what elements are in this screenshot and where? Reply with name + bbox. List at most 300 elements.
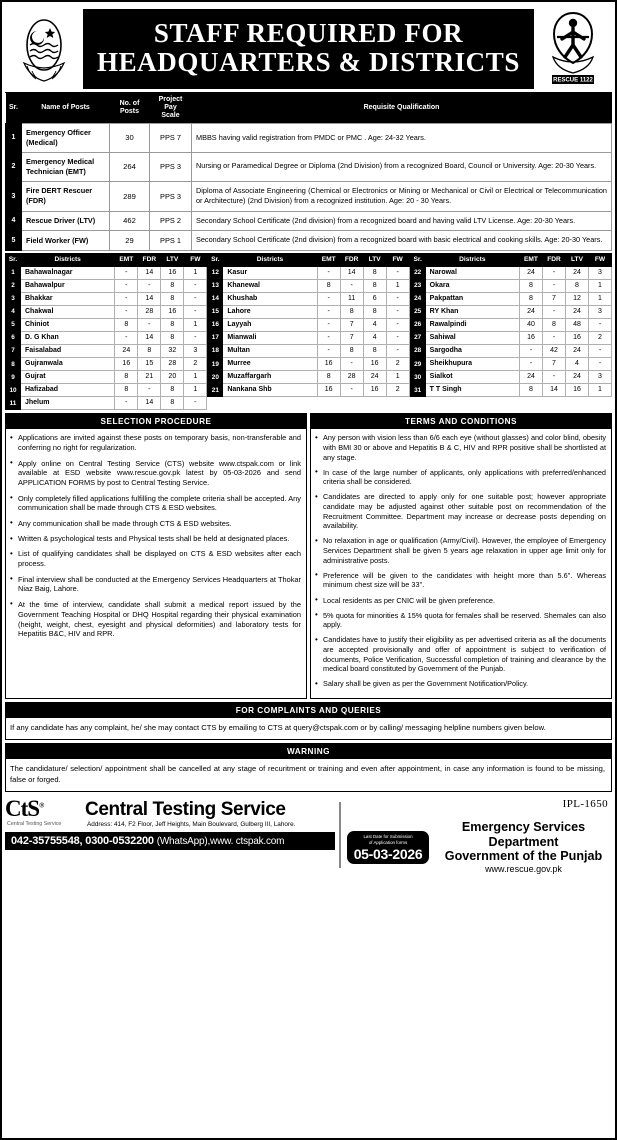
district-ltv: 16 [565,332,588,345]
col-emt: EMT [519,253,542,266]
post-qualification: Diploma of Associate Engineering (Chemical or Electronics or Mining or Mechanical or Civil or Electrical or Telecommunication or Architecture) (2nd Division) from a recognized institution. Age: 20 - 30 Years. [192,181,612,211]
district-emt: 24 [115,345,138,358]
district-fw: - [386,319,409,332]
district-emt: 8 [519,384,542,397]
district-fw: 3 [184,345,207,358]
district-name: Sialkot [425,371,519,384]
district-sr: 9 [6,371,21,384]
district-fw: - [386,266,409,279]
district-fdr: - [340,279,363,292]
list-item: • Preference will be given to the candidates with height more than 5.6''. Whereas minimum chest size will be 33''. [314,571,606,590]
table-row [6,384,207,397]
spacer-cell [317,397,340,410]
post-qualification: Nursing or Paramedical Degree or Diploma (2nd Division) from a recognized Board, Council or University. Age: 20-30 Years. [192,152,612,181]
district-name: Sheikhupura [425,358,519,371]
district-ltv: 48 [565,319,588,332]
district-fw: 1 [588,292,611,305]
district-name: Khanewal [223,279,317,292]
district-sr: 16 [208,319,223,332]
district-emt: - [317,292,340,305]
post-sr: 5 [6,231,22,251]
list-item: • List of qualifying candidates shall be displayed on CTS & ESD websites after each process. [9,549,301,569]
spacer-cell [208,397,223,410]
table-row [208,384,409,397]
posts-table-header-row [6,93,612,124]
post-sr: 4 [6,211,22,231]
col-qualification: Requisite Qualification [192,93,612,124]
district-fdr: 21 [138,371,161,384]
terms-and-conditions-title: TERMS AND CONDITIONS [311,414,611,429]
table-row [6,211,612,231]
list-item: • Local residents as per CNIC will be given preference. [314,596,606,606]
post-name: Emergency Officer (Medical) [22,124,110,153]
list-item: • Written & psychological tests and Physical tests shall be held at designated places. [9,534,301,544]
district-fw: 3 [588,266,611,279]
list-item: • Any person with vision less than 6/6 each eye (without glasses) and color blind, obesity with BMI 30 or above and Hepatitis B & C, HIV and RPR positive shall be shortlisted at any stage. [314,433,606,462]
post-count: 462 [110,211,150,231]
table-row [410,319,611,332]
districts-block-2 [207,253,409,411]
district-ltv: 24 [565,266,588,279]
table-row [6,319,207,332]
last-date-value: 05-03-2026 [353,846,423,863]
district-sr: 19 [208,358,223,371]
district-name: Sahiwal [425,332,519,345]
district-name: Mianwali [223,332,317,345]
district-emt: - [317,305,340,318]
district-fdr: - [138,384,161,397]
district-ltv: 8 [363,279,386,292]
district-sr: 29 [410,358,425,371]
spacer-cell [363,397,386,410]
district-fdr: - [542,305,565,318]
post-pay-scale: PPS 3 [150,181,192,211]
district-ltv: 8 [363,345,386,358]
warning-body: The candidature/ selection/ appointment shall be cancelled at any stage of recuritment or training and even after appointment, in case any information is found to be missing, false or forged. [10,764,605,784]
table-row [6,332,207,345]
spacer-cell [340,397,363,410]
list-item: • At the time of interview, candidate shall submit a medical report issued by the Government Teaching Hospital or DHQ Hospital regarding their physical examination (height, weight, chest, eyesight and physical deformities) and laboratory tests for Hepatitis B&C, HIV and RPR. [9,600,301,639]
col-emt: EMT [115,253,138,266]
list-item: • Candidates are directed to apply only for one suitable post; however appropriate candidate may be adjusted against other suitable post on recommendation of the Recruitment Committee. Department may increase or decrease posts depending on availability. [314,492,606,531]
district-sr: 2 [6,279,21,292]
col-districts: Districts [21,253,115,266]
district-emt: 24 [519,266,542,279]
post-qualification: Secondary School Certificate (2nd division) from a recognized board with basic electrical and cooking skills. Age: 20-30 Years. [192,231,612,251]
table-row [6,231,612,251]
spacer-cell [588,397,611,410]
district-fdr: 7 [340,332,363,345]
posts-table [5,93,612,251]
table-row [410,332,611,345]
district-fw: - [588,358,611,371]
district-fdr: 14 [138,266,161,279]
district-sr: 13 [208,279,223,292]
district-fdr: - [542,332,565,345]
district-emt: 8 [317,279,340,292]
district-sr: 17 [208,332,223,345]
district-fdr: 14 [340,266,363,279]
col-sr: Sr. [208,253,223,266]
cts-full-name: Central Testing Service [85,798,286,820]
spacer-cell [386,397,409,410]
district-emt: - [115,266,138,279]
district-fw: 1 [184,384,207,397]
table-row [6,397,207,410]
district-emt: - [317,319,340,332]
district-fdr: - [340,384,363,397]
district-name: Rawalpindi [425,319,519,332]
districts-table [5,253,612,411]
district-fdr: 28 [340,371,363,384]
district-name: Hafizabad [21,384,115,397]
districts-block-3 [410,253,612,411]
last-date-caption-line1: Last Date for Submission [363,834,413,840]
district-sr: 14 [208,292,223,305]
spacer-cell [565,397,588,410]
district-fw: - [184,397,207,410]
cts-website[interactable]: (WhatsApp),www. ctspak.com [156,835,285,847]
district-ltv: 4 [565,358,588,371]
district-fw: 3 [588,305,611,318]
table-row [6,358,207,371]
district-fw: - [386,345,409,358]
district-fdr: 8 [340,345,363,358]
district-sr: 25 [410,305,425,318]
col-sr: Sr. [6,93,22,124]
col-pay-scale-line2: Pay [164,104,177,112]
district-ltv: 4 [363,319,386,332]
posts-table-body [6,124,612,251]
post-pay-scale: PPS 3 [150,152,192,181]
list-item: • In case of the large number of applicants, only applications with preferred/enhanced criteria shall be considered. [314,468,606,487]
title-line-1: STAFF REQUIRED FOR [153,18,464,49]
district-fdr: - [542,279,565,292]
district-name: Bahawalpur [21,279,115,292]
district-fdr: 14 [138,332,161,345]
district-emt: 16 [317,384,340,397]
district-ltv: 8 [161,292,184,305]
table-row [6,152,612,181]
district-emt: - [115,305,138,318]
district-fw: - [184,279,207,292]
col-ltv: LTV [161,253,184,266]
punjab-government-crest-icon [5,11,83,87]
district-fdr: 42 [542,345,565,358]
cts-phone-numbers[interactable]: 042-35755548, 0300-0532200 [11,834,154,847]
district-fw: 2 [386,358,409,371]
district-ltv: 12 [565,292,588,305]
spacer-cell [223,397,317,410]
district-fdr: 7 [340,319,363,332]
district-ltv: 8 [565,279,588,292]
district-ltv: 16 [363,358,386,371]
table-row [410,279,611,292]
district-emt: 16 [317,358,340,371]
district-name: Nankana Shb [223,384,317,397]
post-qualification: Secondary School Certificate (2nd division) from a recognized board and having valid LTV License. Age: 20-30 Years. [192,211,612,231]
col-name-of-posts: Name of Posts [22,93,110,124]
district-fw: 1 [386,371,409,384]
terms-and-conditions-body [311,429,611,697]
last-date-badge [347,831,429,864]
cts-logo-mark [5,798,81,827]
district-ltv: 28 [161,358,184,371]
district-fw: 2 [588,332,611,345]
footer-divider [339,802,341,868]
esd-name-line2: Government of the Punjab [444,848,603,863]
col-fdr: FDR [542,253,565,266]
col-no-of-posts-line2: Posts [119,108,140,116]
col-sr: Sr. [410,253,425,266]
district-name: Murree [223,358,317,371]
district-fdr: 28 [138,305,161,318]
district-sr: 8 [6,358,21,371]
district-emt: 8 [115,371,138,384]
district-sr: 31 [410,384,425,397]
district-name: Layyah [223,319,317,332]
district-fdr: - [542,371,565,384]
table-row [6,181,612,211]
district-fw: - [386,332,409,345]
district-name: Gujrat [21,371,115,384]
table-row [208,371,409,384]
district-emt: - [317,266,340,279]
date-and-department [347,820,612,875]
districts-header-row [208,253,409,266]
district-fdr: 7 [542,292,565,305]
warning-title: WARNING [6,744,611,759]
post-sr: 1 [6,124,22,153]
post-count: 264 [110,152,150,181]
col-fdr: FDR [340,253,363,266]
district-ltv: 16 [161,305,184,318]
title-line-2: HEADQUARTERS & DISTRICTS [96,46,521,77]
table-row [208,266,409,279]
district-emt: - [519,358,542,371]
district-sr: 6 [6,332,21,345]
table-row [208,279,409,292]
district-name: Muzaffargarh [223,371,317,384]
page-header [5,5,612,93]
district-name: Narowal [425,266,519,279]
district-fw: - [386,292,409,305]
cts-name-block [85,800,295,828]
district-ltv: 16 [565,384,588,397]
spacer-cell [425,397,519,410]
district-sr: 1 [6,266,21,279]
col-emt: EMT [317,253,340,266]
district-fdr: 8 [542,319,565,332]
col-pay-scale-line3: Scale [161,112,180,120]
table-row-spacer [410,397,611,410]
district-name: Bhakkar [21,292,115,305]
table-row [6,371,207,384]
district-ltv: 24 [565,305,588,318]
district-sr: 11 [6,397,21,410]
district-emt: - [519,345,542,358]
district-ltv: 24 [565,371,588,384]
esd-footer-block [347,798,612,875]
spacer-cell [542,397,565,410]
cts-logo-text: CtS [5,796,40,822]
warning-section [5,743,612,792]
post-name: Emergency Medical Technician (EMT) [22,152,110,181]
district-emt: 8 [519,292,542,305]
cts-address: Address: 414, F2 Floor, Jeff Heights, Main Boulevard, Gulberg III, Lahore. [87,820,296,828]
district-ltv: 8 [161,279,184,292]
district-emt: 8 [115,384,138,397]
table-row [410,358,611,371]
list-item: • Only completely filled applications fulfilling the complete criteria shall be accepted. Any communication shall be made through CTS & ESD websites. [9,494,301,514]
table-row [410,345,611,358]
list-item: • No relaxation in age or qualification (Army/Civil). However, the employee of Emergency Services Department shall be given 5 years age relaxation in upper age limit only for administrative posts. [314,536,606,565]
table-row [6,305,207,318]
district-sr: 18 [208,345,223,358]
spacer-cell [519,397,542,410]
post-pay-scale: PPS 1 [150,231,192,251]
table-row [208,332,409,345]
post-sr: 3 [6,181,22,211]
district-sr: 12 [208,266,223,279]
district-fw: 2 [386,384,409,397]
cts-contact-bar[interactable] [5,832,335,850]
table-row [410,266,611,279]
table-row [208,345,409,358]
table-row [208,292,409,305]
district-fdr: 7 [542,358,565,371]
district-name: Sargodha [425,345,519,358]
selection-procedure-section [5,413,307,698]
district-fw: 1 [588,384,611,397]
district-fdr: 14 [542,384,565,397]
col-fw: FW [588,253,611,266]
district-fdr: 8 [138,345,161,358]
list-item: • Salary shall be given as per the Government Notification/Policy. [314,679,606,689]
district-sr: 30 [410,371,425,384]
district-fw: 1 [386,279,409,292]
list-item: • Candidates have to justify their eligibility as per advertised criteria as all the documents are accepted provisionally and offer of appointment is subject to verification of documents, Police Verification, Successful completion of training and clearance by the medical board constituted by Government of the Punjab. [314,635,606,674]
district-sr: 15 [208,305,223,318]
table-row [208,305,409,318]
district-ltv: 32 [161,345,184,358]
district-fw: - [184,292,207,305]
col-pay-scale-line1: Project [158,96,183,103]
rescue-1122-emblem-icon [534,9,612,89]
district-ltv: 4 [363,332,386,345]
district-emt: 16 [115,358,138,371]
district-fw: 1 [184,371,207,384]
district-sr: 10 [6,384,21,397]
table-row [410,292,611,305]
table-row [6,266,207,279]
district-ltv: 6 [363,292,386,305]
district-name: Khushab [223,292,317,305]
table-row [410,384,611,397]
esd-website[interactable]: www.rescue.gov.pk [485,863,562,874]
district-fdr: - [138,319,161,332]
post-name: Field Worker (FW) [22,231,110,251]
header-title-band [83,9,534,89]
district-name: Pakpattan [425,292,519,305]
district-name: Chakwal [21,305,115,318]
district-emt: 8 [519,279,542,292]
district-sr: 3 [6,292,21,305]
district-emt: - [317,332,340,345]
district-fdr: - [340,358,363,371]
district-fdr: 11 [340,292,363,305]
district-fdr: 14 [138,397,161,410]
district-name: Faisalabad [21,345,115,358]
district-name: T T Singh [425,384,519,397]
district-ltv: 20 [161,371,184,384]
district-sr: 21 [208,384,223,397]
district-fw: 3 [588,371,611,384]
district-name: Kasur [223,266,317,279]
col-ltv: LTV [363,253,386,266]
post-name: Rescue Driver (LTV) [22,211,110,231]
district-sr: 7 [6,345,21,358]
district-ltv: 16 [363,384,386,397]
selection-procedure-title: SELECTION PROCEDURE [6,414,306,429]
table-row [208,319,409,332]
district-fdr: 8 [340,305,363,318]
district-fdr: - [542,266,565,279]
post-count: 30 [110,124,150,153]
col-districts: Districts [223,253,317,266]
cts-logo-subtext: Central Testing Service [7,821,62,828]
table-row [6,292,207,305]
complaints-body: If any candidate has any complaint, he/ she may contact CTS by emailing to CTS at query@ctspak.com or by calling/ messaging helpline numbers given below. [10,722,546,732]
district-emt: 8 [115,319,138,332]
registered-trademark-icon: ® [39,801,44,810]
district-emt: - [115,279,138,292]
district-fw: - [386,305,409,318]
district-ltv: 16 [161,266,184,279]
districts-block-1 [5,253,207,411]
post-pay-scale: PPS 2 [150,211,192,231]
district-sr: 23 [410,279,425,292]
post-count: 29 [110,231,150,251]
district-emt: 24 [519,371,542,384]
district-ltv: 24 [565,345,588,358]
district-emt: 24 [519,305,542,318]
district-fw: 1 [588,279,611,292]
table-row [410,305,611,318]
col-pay-scale [150,93,192,124]
table-row [208,358,409,371]
district-fw: - [184,332,207,345]
district-name: Bahawalnagar [21,266,115,279]
district-fw: 2 [184,358,207,371]
district-fw: - [184,305,207,318]
col-no-of-posts-line1: No. of [119,100,140,108]
district-sr: 27 [410,332,425,345]
post-qualification: MBBS having valid registration from PMDC or PMC . Age: 24-32 Years. [192,124,612,153]
district-emt: 8 [317,371,340,384]
col-no-of-posts [110,93,150,124]
district-fdr: 15 [138,358,161,371]
district-fdr: 14 [138,292,161,305]
post-name: Fire DERT Rescuer (FDR) [22,181,110,211]
district-emt: 40 [519,319,542,332]
district-sr: 26 [410,319,425,332]
district-name: Okara [425,279,519,292]
col-fw: FW [184,253,207,266]
table-row-spacer [208,397,409,410]
svg-text:RESCUE 1122: RESCUE 1122 [553,77,593,84]
col-sr: Sr. [6,253,21,266]
